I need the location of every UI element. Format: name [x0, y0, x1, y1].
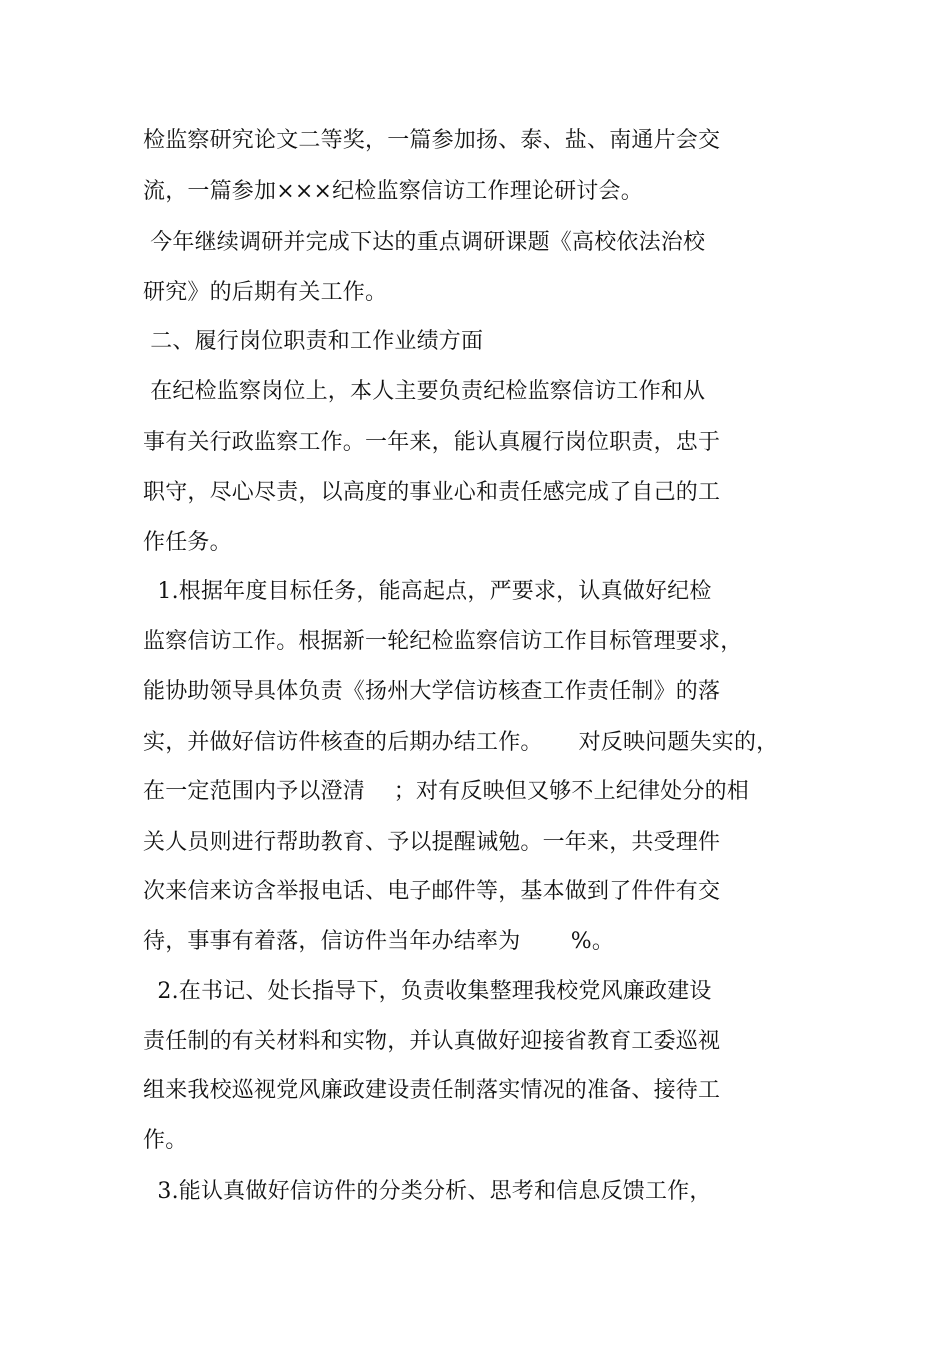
text-line: 监察信访工作。根据新一轮纪检监察信访工作目标管理要求，	[143, 629, 743, 654]
list-item-2: 2.在书记、处长指导下，负责收集整理我校党风廉政建设	[143, 979, 712, 1004]
list-item-3: 3.能认真做好信访件的分类分析、思考和信息反馈工作，	[143, 1179, 712, 1204]
text-line: 组来我校巡视党风廉政建设责任制落实情况的准备、接待工	[143, 1078, 721, 1103]
text-line: 流，一篇参加×××纪检监察信访工作理论研讨会。	[143, 179, 643, 204]
text-line: 责任制的有关材料和实物，并认真做好迎接省教育工委巡视	[143, 1029, 721, 1054]
text-line: 作任务。	[143, 530, 232, 555]
text-line: 次来信来访含举报电话、电子邮件等，基本做到了件件有交	[143, 879, 721, 904]
text-line: 职守，尽心尽责，以高度的事业心和责任感完成了自己的工	[143, 480, 721, 505]
text-line: 关人员则进行帮助教育、予以提醒诫勉。一年来，共受理件	[143, 830, 721, 855]
list-item-1: 1.根据年度目标任务，能高起点，严要求，认真做好纪检	[143, 579, 712, 604]
text-line: 作。	[143, 1128, 188, 1153]
text-line: 在纪检监察岗位上，本人主要负责纪检监察信访工作和从	[143, 379, 706, 404]
text-line: 待，事事有着落，信访件当年办结率为 %。	[143, 929, 615, 954]
text-line: 在一定范围内予以澄清 ；对有反映但又够不上纪律处分的相	[143, 779, 749, 804]
text-line: 今年继续调研并完成下达的重点调研课题《高校依法治校	[143, 230, 706, 255]
text-line: 研究》的后期有关工作。	[143, 280, 388, 305]
section-heading: 二、履行岗位职责和工作业绩方面	[143, 329, 484, 354]
text-line: 检监察研究论文二等奖，一篇参加扬、泰、盐、南通片会交	[143, 128, 721, 153]
text-line: 能协助领导具体负责《扬州大学信访核查工作责任制》的落	[143, 679, 721, 704]
text-line: 实，并做好信访件核查的后期办结工作。 对反映问题失实的，	[143, 730, 779, 755]
text-line: 事有关行政监察工作。一年来，能认真履行岗位职责，忠于	[143, 430, 721, 455]
